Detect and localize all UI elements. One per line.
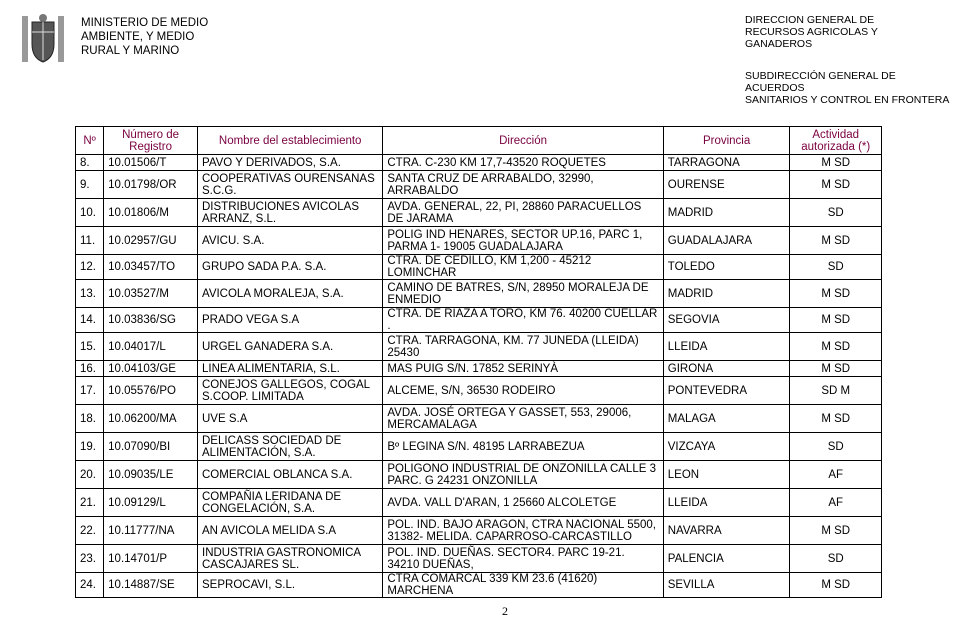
establishment-name: AN AVICOLA MELIDA S.A: [198, 517, 383, 545]
establishment-name: AVICOLA MORALEJA, S.A.: [198, 280, 383, 308]
col-header-address: Dirección: [383, 127, 663, 155]
establishment-name: AVICU. S.A.: [198, 227, 383, 255]
province: GUADALAJARA: [663, 227, 790, 255]
address: ALCEME, S/N, 36530 RODEIRO: [383, 377, 663, 405]
province: SEGOVIA: [663, 308, 790, 333]
activity: SD: [790, 199, 882, 227]
row-number: 21.: [76, 489, 104, 517]
address: CTRA. C-230 KM 17,7-43520 ROQUETES: [383, 155, 663, 171]
province: PALENCIA: [663, 545, 790, 573]
table-row: [76, 308, 882, 333]
row-number: 9.: [76, 171, 104, 199]
registry-number: 10.01798/OR: [104, 171, 198, 199]
activity: SD: [790, 255, 882, 280]
province: TOLEDO: [663, 255, 790, 280]
activity: M SD: [790, 517, 882, 545]
registry-number: 10.05576/PO: [104, 377, 198, 405]
activity: M SD: [790, 405, 882, 433]
ministry-name: [81, 16, 211, 58]
address: CTRA. DE CEDILLO, KM 1,200 - 45212 LOMINCHAR: [383, 255, 663, 280]
registry-number: 10.11777/NA: [104, 517, 198, 545]
address: AVDA. VALL D'ARAN, 1 25660 ALCOLETGE: [383, 489, 663, 517]
establishment-name: COMPAÑIA LERIDANA DE CONGELACIÓN, S.A.: [198, 489, 383, 517]
row-number: 17.: [76, 377, 104, 405]
table-row: [76, 545, 882, 573]
row-number: 14.: [76, 308, 104, 333]
establishment-name: COOPERATIVAS OURENSANAS S.C.G.: [198, 171, 383, 199]
province: LLEIDA: [663, 489, 790, 517]
registry-number: 10.04103/GE: [104, 361, 198, 377]
activity: AF: [790, 489, 882, 517]
province: LLEIDA: [663, 333, 790, 361]
table-row: [76, 280, 882, 308]
activity: M SD: [790, 361, 882, 377]
activity: M SD: [790, 573, 882, 598]
table-row: [76, 405, 882, 433]
table-row: [76, 461, 882, 489]
establishment-name: SEPROCAVI, S.L.: [198, 573, 383, 598]
table-row: [76, 573, 882, 598]
activity: M SD: [790, 333, 882, 361]
establishment-name: INDUSTRIA GASTRONOMICA CASCAJARES SL.: [198, 545, 383, 573]
ministry-line: RURAL Y MARINO: [81, 45, 180, 57]
col-header-name: Nombre del establecimiento: [198, 127, 383, 155]
row-number: 20.: [76, 461, 104, 489]
row-number: 22.: [76, 517, 104, 545]
row-number: 11.: [76, 227, 104, 255]
direction-name: [745, 14, 955, 50]
registry-number: 10.03457/TO: [104, 255, 198, 280]
address: POL. IND. BAJO ARAGON, CTRA NACIONAL 5500, 31382- MELIDA. CAPARROSO-CARCASTILLO: [383, 517, 663, 545]
registry-number: 10.06200/MA: [104, 405, 198, 433]
province: VIZCAYA: [663, 433, 790, 461]
address: POLIGONO INDUSTRIAL DE ONZONILLA CALLE 3 PARC. G 24231 ONZONILLA: [383, 461, 663, 489]
registry-number: 10.04017/L: [104, 333, 198, 361]
establishment-name: PAVO Y DERIVADOS, S.A.: [198, 155, 383, 171]
address: Bº LEGINA S/N. 48195 LARRABEZUA: [383, 433, 663, 461]
province: OURENSE: [663, 171, 790, 199]
direction-line: DIRECCION GENERAL DE: [745, 14, 875, 26]
registry-number: 10.03836/SG: [104, 308, 198, 333]
activity: SD M: [790, 377, 882, 405]
establishment-name: COMERCIAL OBLANCA S.A.: [198, 461, 383, 489]
row-number: 23.: [76, 545, 104, 573]
address: MAS PUIG S/N. 17852 SERINYÀ: [383, 361, 663, 377]
table-row: [76, 171, 882, 199]
establishment-name: LINEA ALIMENTARIA, S.L.: [198, 361, 383, 377]
address: POLIG IND HENARES, SECTOR UP.16, PARC 1, PARMA 1- 19005 GUADALAJARA: [383, 227, 663, 255]
subdirection-line: SANITARIOS Y CONTROL EN FRONTERA: [745, 94, 950, 106]
activity: M SD: [790, 280, 882, 308]
province: TARRAGONA: [663, 155, 790, 171]
direction-line: GANADEROS: [745, 38, 813, 50]
registry-number: 10.01806/M: [104, 199, 198, 227]
row-number: 15.: [76, 333, 104, 361]
address: CTRA. DE RIAZA A TORO, KM 76. 40200 CUELLAR .: [383, 308, 663, 333]
establishment-name: URGEL GANADERA S.A.: [198, 333, 383, 361]
establishment-name: UVE S.A: [198, 405, 383, 433]
registry-number: 10.09129/L: [104, 489, 198, 517]
ministry-line: AMBIENTE, Y MEDIO: [81, 31, 195, 43]
coat-of-arms-icon: [20, 12, 66, 72]
table-header-row: [76, 127, 882, 155]
table-row: [76, 361, 882, 377]
registry-number: 10.02957/GU: [104, 227, 198, 255]
address: CTRA COMARCAL 339 KM 23.6 (41620) MARCHENA: [383, 573, 663, 598]
activity: M SD: [790, 227, 882, 255]
row-number: 13.: [76, 280, 104, 308]
establishment-name: DELICASS SOCIEDAD DE ALIMENTACIÓN, S.A.: [198, 433, 383, 461]
table-row: [76, 333, 882, 361]
address: SANTA CRUZ DE ARRABALDO, 32990, ARRABALDO: [383, 171, 663, 199]
province: MADRID: [663, 280, 790, 308]
province: LEON: [663, 461, 790, 489]
table-row: [76, 377, 882, 405]
col-header-registry: Número de Registro: [104, 127, 198, 155]
table-row: [76, 199, 882, 227]
registry-number: 10.03527/M: [104, 280, 198, 308]
table-row: [76, 489, 882, 517]
establishments-table: [75, 126, 882, 598]
row-number: 16.: [76, 361, 104, 377]
activity: AF: [790, 461, 882, 489]
address: CTRA. TARRAGONA, KM. 77 JUNEDA (LLEIDA) 25430: [383, 333, 663, 361]
establishment-name: PRADO VEGA S.A: [198, 308, 383, 333]
establishment-name: CONEJOS GALLEGOS, COGAL S.COOP. LIMITADA: [198, 377, 383, 405]
subdirection-line: SUBDIRECCIÓN GENERAL DE ACUERDOS: [745, 70, 896, 94]
direction-line: RECURSOS AGRICOLAS Y: [745, 26, 878, 38]
table-row: [76, 517, 882, 545]
row-number: 12.: [76, 255, 104, 280]
row-number: 18.: [76, 405, 104, 433]
establishment-name: DISTRIBUCIONES AVICOLAS ARRANZ, S.L.: [198, 199, 383, 227]
address: AVDA. JOSÉ ORTEGA Y GASSET, 553, 29006, MERCAMALAGA: [383, 405, 663, 433]
address: AVDA. GENERAL, 22, PI, 28860 PARACUELLOS DE JARAMA: [383, 199, 663, 227]
activity: M SD: [790, 308, 882, 333]
table-body: [76, 155, 882, 598]
table-row: [76, 255, 882, 280]
province: MADRID: [663, 199, 790, 227]
registry-number: 10.09035/LE: [104, 461, 198, 489]
col-header-number: Nº: [76, 127, 104, 155]
registry-number: 10.01506/T: [104, 155, 198, 171]
row-number: 24.: [76, 573, 104, 598]
registry-number: 10.14887/SE: [104, 573, 198, 598]
activity: M SD: [790, 171, 882, 199]
province: MALAGA: [663, 405, 790, 433]
col-header-province: Provincia: [663, 127, 790, 155]
province: NAVARRA: [663, 517, 790, 545]
row-number: 10.: [76, 199, 104, 227]
row-number: 8.: [76, 155, 104, 171]
activity: SD: [790, 545, 882, 573]
col-header-activity: Actividad autorizada (*): [790, 127, 882, 155]
registry-number: 10.14701/P: [104, 545, 198, 573]
province: SEVILLA: [663, 573, 790, 598]
table-row: [76, 433, 882, 461]
table-row: [76, 155, 882, 171]
province: GIRONA: [663, 361, 790, 377]
address: CAMINO DE BATRES, S/N, 28950 MORALEJA DE ENMEDIO: [383, 280, 663, 308]
page-number: 2: [502, 604, 508, 618]
row-number: 19.: [76, 433, 104, 461]
activity: SD: [790, 433, 882, 461]
registry-number: 10.07090/BI: [104, 433, 198, 461]
table-row: [76, 227, 882, 255]
ministry-line: MINISTERIO DE MEDIO: [81, 17, 209, 29]
subdirection-name: [745, 70, 957, 106]
activity: M SD: [790, 155, 882, 171]
address: POL. IND. DUEÑAS. SECTOR4. PARC 19-21. 34210 DUEÑAS,: [383, 545, 663, 573]
province: PONTEVEDRA: [663, 377, 790, 405]
establishment-name: GRUPO SADA P.A. S.A.: [198, 255, 383, 280]
